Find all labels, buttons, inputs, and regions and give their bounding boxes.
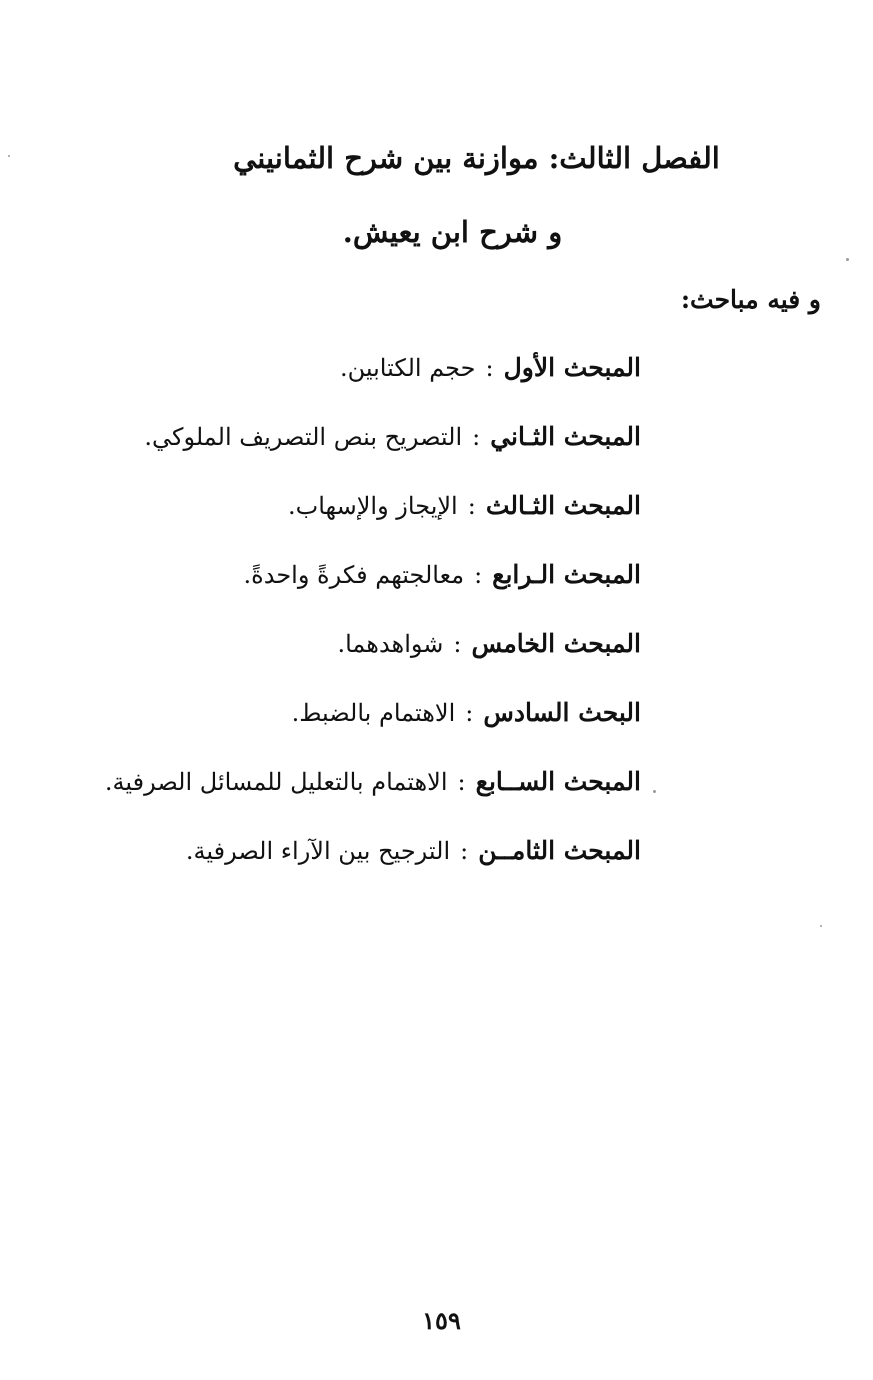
scan-speck (8, 155, 10, 157)
chapter-title-line-2: و شرح ابن يعيش. (342, 215, 563, 249)
topic-description: الإيجاز والإسهاب. (288, 492, 458, 520)
topic-separator: : (467, 492, 476, 520)
topic-name: المبحث الأول (503, 353, 641, 382)
scan-speck (846, 258, 849, 261)
topic-separator: : (460, 837, 469, 865)
topic-description: الترجيح بين الآراء الصرفية. (185, 837, 451, 865)
topic-name: المبحث الثـاني (490, 422, 641, 451)
topic-description: الاهتمام بالتعليل للمسائل الصرفية. (104, 768, 448, 796)
topic-description: حجم الكتابين. (339, 354, 476, 382)
topic-item (41, 690, 641, 759)
topic-separator: : (485, 354, 494, 382)
topic-separator: : (474, 561, 483, 589)
topics-intro: و فيه مباحث: (680, 285, 821, 314)
topic-item (41, 759, 641, 828)
topic-item (41, 828, 641, 897)
topic-description: الاهتمام بالضبط. (291, 699, 456, 727)
scan-speck (653, 790, 656, 793)
topic-name: المبحث الســابع (475, 767, 641, 796)
topic-separator: : (457, 768, 466, 796)
topic-name: المبحث الـرابع (492, 560, 641, 589)
topic-description: التصريح بنص التصريف الملوكي. (144, 423, 463, 451)
topic-item (41, 621, 641, 690)
topic-item (41, 483, 641, 552)
topic-separator: : (465, 699, 474, 727)
topic-separator: : (453, 630, 462, 658)
topic-description: شواهدهما. (337, 630, 444, 658)
topic-item (41, 414, 641, 483)
topic-name: المبحث الثامــن (478, 836, 641, 865)
chapter-title-line-1: الفصل الثالث: موازنة بين شرح الثمانيني (233, 141, 720, 175)
topic-item (41, 345, 641, 414)
topics-list (41, 345, 641, 897)
topic-name: المبحث الثـالث (485, 491, 641, 520)
topic-item (41, 552, 641, 621)
topic-description: معالجتهم فكرةً واحدةً. (243, 561, 465, 589)
scan-speck (820, 925, 822, 927)
topic-name: البحث السادس (483, 698, 641, 727)
page-number: ١٥٩ (422, 1306, 461, 1335)
topic-name: المبحث الخامس (471, 629, 641, 658)
topic-separator: : (472, 423, 481, 451)
